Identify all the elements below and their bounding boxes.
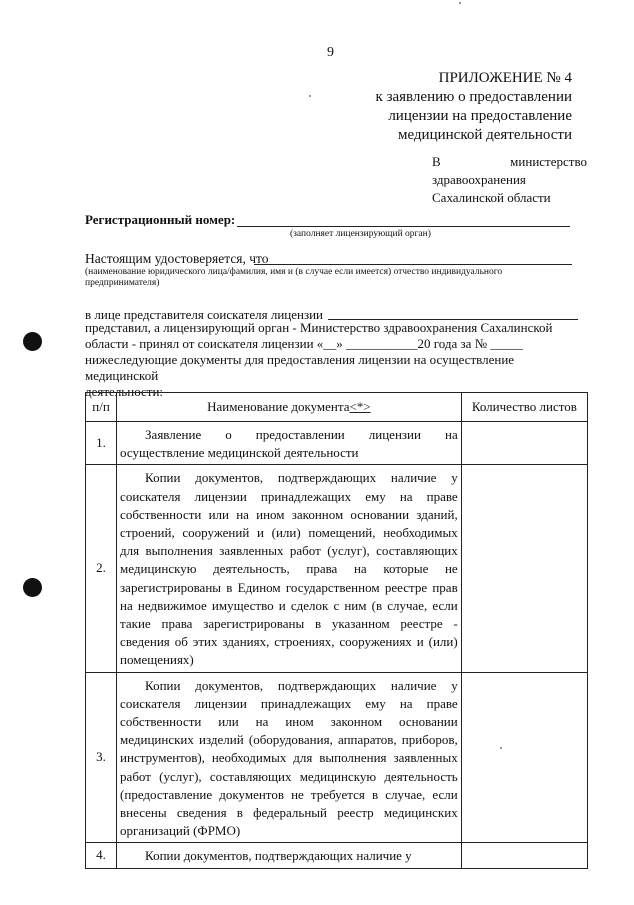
row-num: 2.: [86, 465, 117, 672]
certify-label: Настоящим удостоверяется, что: [85, 251, 269, 266]
row-count[interactable]: [461, 672, 587, 843]
table-row: [86, 672, 588, 843]
appendix-line: медицинской деятельности: [397, 127, 572, 143]
row-text-cell: [117, 843, 462, 868]
representative-text: [85, 320, 585, 400]
text-line: области - принял от соискателя лицензии «__» ___________20 года за № _____: [85, 336, 523, 351]
table-row: [86, 465, 588, 672]
text-line: представил, а лицензирующий орган - Министерство здравоохранения Сахалинской: [85, 320, 553, 335]
row-text: Заявление о предоставлении лицензии на осуществление медицинской деятельности: [120, 427, 458, 461]
addressee-line: Сахалинской области: [432, 190, 551, 205]
appendix-header: [300, 69, 572, 145]
appendix-title: ПРИЛОЖЕНИЕ № 4: [438, 70, 572, 86]
text-line: деятельности:: [85, 384, 164, 399]
header-count: Количество листов: [461, 393, 587, 422]
row-count[interactable]: [461, 465, 587, 672]
registration-label: Регистрационный номер:: [85, 212, 236, 227]
row-num: 4.: [86, 843, 117, 868]
row-num: 3.: [86, 672, 117, 843]
registration-field[interactable]: [237, 226, 570, 227]
row-text-cell: [117, 422, 462, 465]
header-num: п/п: [86, 393, 117, 422]
row-num: 1.: [86, 422, 117, 465]
row-text: Копии документов, подтверждающих наличие у соискателя лицензии принадлежащих ему на праве собственности или на ином законном основании медицинских изделий (оборудования, аппаратов, приборов, инструментов), необходимых для выполнения заявленных работ (услуг), составляющих медицинскую деятельность (предоставление документов не требуется в случае, если внесены сведения в федеральный реестр медицинских организаций (ФРМО): [120, 677, 458, 839]
row-count[interactable]: [461, 422, 587, 465]
representative-label: в лице представителя соискателя лицензии: [85, 307, 324, 322]
row-count[interactable]: [461, 843, 587, 868]
table-row: [86, 843, 588, 868]
row-text: Копии документов, подтверждающих наличие у соискателя лицензии принадлежащих ему на праве собственности или на ином законном основании зданий, строений, сооружений и (или) помещений, необходимых для выполнения заявленных работ (услуг), составляющих медицинскую деятельность, права на которые не зарегистрированы в Едином государственном реестре прав на недвижимое имущество и сделок с ним (в случае, если такие права зарегистрированы в указанном реестре - сведения об этих зданиях, строениях, сооружениях и (или) помещениях): [120, 470, 458, 668]
addressee: [432, 153, 587, 207]
speck: [459, 2, 461, 4]
row-text: Копии документов, подтверждающих наличие у: [145, 848, 412, 864]
row-text-cell: [117, 672, 462, 843]
table-header-row: [86, 393, 588, 422]
addressee-line: здравоохранения: [432, 172, 526, 187]
table-row: [86, 422, 588, 465]
page-number: 9: [327, 45, 334, 60]
appendix-line: к заявлению о предоставлении: [375, 89, 572, 105]
addressee-prep: В: [432, 154, 441, 169]
footnote-link[interactable]: <*>: [349, 398, 371, 414]
documents-table: [85, 392, 588, 869]
punch-hole: [23, 332, 42, 351]
header-name: [117, 393, 462, 422]
addressee-word: министерство: [510, 154, 587, 169]
applicant-name-field[interactable]: [254, 264, 572, 265]
appendix-line: лицензии на предоставление: [388, 108, 572, 124]
punch-hole: [23, 578, 42, 597]
row-text-cell: [117, 465, 462, 672]
certify-note: (наименование юридического лица/фамилия, имя и (в случае если имеется) отчество индивидуального предпринимателя): [85, 267, 503, 288]
header-name-text: Наименование документа: [207, 398, 350, 414]
text-line: нижеследующие документы для предоставления лицензии на осуществление медицинской: [85, 352, 515, 383]
registration-note: (заполняет лицензирующий орган): [290, 229, 431, 239]
